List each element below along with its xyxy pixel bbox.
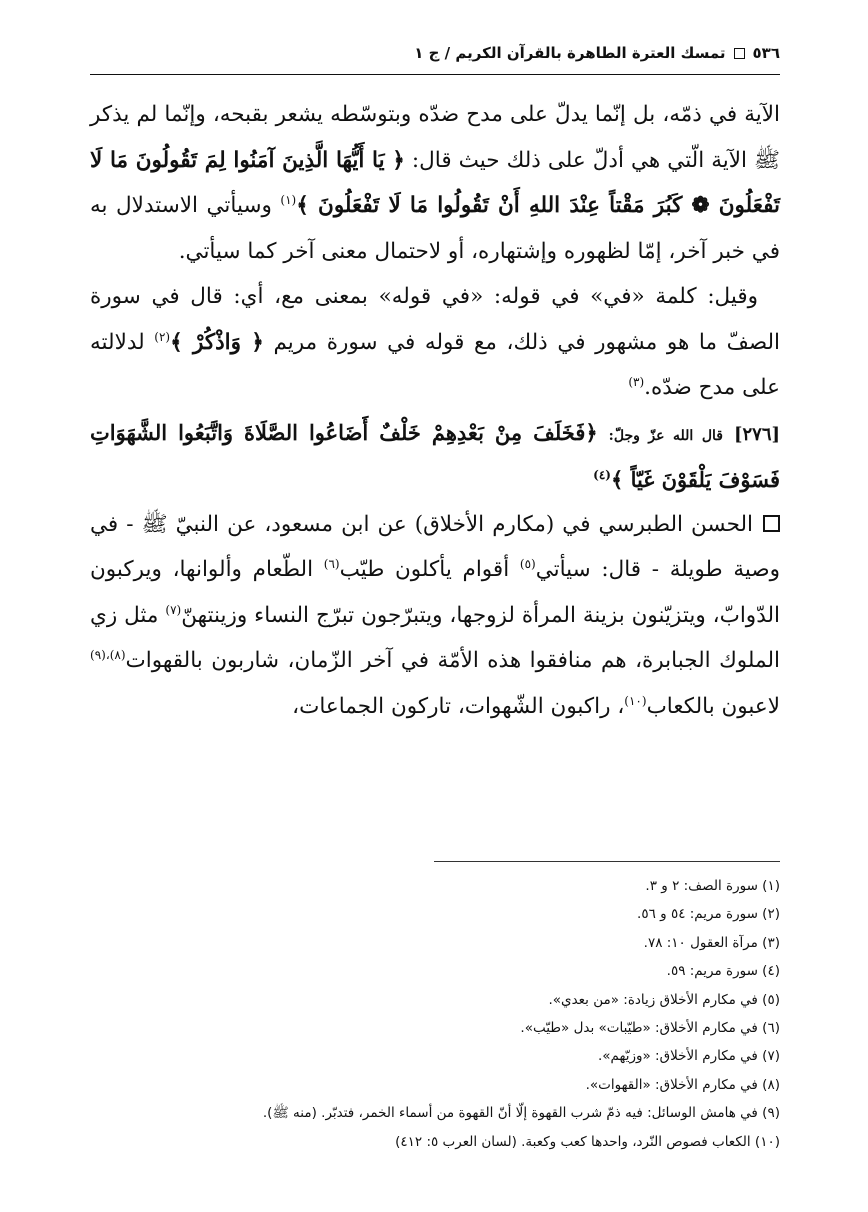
footnote: (١٠) الكعاب فصوص النّرد، واحدها كعب وكعبة. (لسان العرب ٥: ٤١٢) [395, 1133, 780, 1150]
verse-heading [90, 411, 780, 502]
footnote-ref-10: (١٠) [624, 693, 647, 708]
paragraph-2 [90, 274, 780, 411]
page-number: ٥٣٦ [752, 44, 780, 62]
footnote: (٢) سورة مريم: ٥٤ و ٥٦. [637, 906, 780, 923]
footnote-ref-4: (٤) [593, 467, 611, 482]
footnote-ref-7: (٧) [165, 602, 182, 617]
footnote: (٤) سورة مريم: ٥٩. [666, 963, 780, 980]
paragraph-2-text-b: لدلالته على مدح ضدّه. [90, 329, 780, 400]
verse-text: ﴿فَخَلَفَ مِنْ بَعْدِهِمْ خَلْفٌ أَضَاعُوا الصَّلَاةَ وَاتَّبَعُوا الشَّهَوَاتِ فَسَوْفَ يَلْقَوْنَ غَيّاً ﴾ [90, 419, 780, 492]
verse-number: [٢٧٦] [733, 423, 781, 445]
main-text [90, 92, 780, 729]
header-separator-square-icon [734, 48, 745, 59]
footnote: (٨) في مكارم الأخلاق: «القهوات». [585, 1076, 780, 1093]
footnote-ref-8-9: (٨)،(٩) [90, 647, 126, 662]
hadith-text-3: الطّعام وألوانها، ويركبون الدّوابّ، ويتزيّنون بزينة المرأة لزوجها، ويتبرّجون تبرّج النساء وزينتهنّ [90, 557, 781, 628]
book-title: تمسك العترة الطاهرة بالقرآن الكريم / ج ١ [414, 44, 726, 62]
footnote-ref-1: (١) [280, 192, 297, 207]
quran-quote-maryam: ﴿ وَاذْكُرْ ﴾ [170, 329, 264, 355]
footnote: (٧) في مكارم الأخلاق: «وزيّهم». [597, 1048, 780, 1065]
header-rule [90, 74, 780, 75]
square-bullet-icon [763, 515, 780, 532]
hadith-text-5: لاعبون بالكعاب [646, 693, 780, 719]
footnote-ref-2: (٢) [154, 329, 171, 344]
hadith-text-1: الحسن الطبرسي في (مكارم الأخلاق) عن ابن مسعود، عن النبيّ ﷺ - في وصية طويلة - قال: سيأتي [90, 511, 780, 582]
footnote-ref-3: (٣) [628, 374, 645, 389]
hadith-text-2: أقوام يأكلون طيّب [339, 557, 520, 582]
page-header [90, 38, 780, 68]
hadith-text-4: مثل زي الملوك الجبابرة، هم منافقوا هذه الأمّة في آخر الزّمان، شاربون بالقهوات [90, 602, 780, 673]
paragraph-1 [90, 92, 780, 274]
hadith-text-6: ، راكبون الشّهوات، تاركون الجماعات، [292, 693, 625, 719]
footnote: (٣) مرآة العقول ١٠: ٧٨. [643, 934, 780, 951]
footnote: (٦) في مكارم الأخلاق: «طيّبات» بدل «طيّب». [520, 1020, 780, 1037]
paragraph-2-text-a: وقيل: كلمة «في» في قوله: «في قوله» بمعنى مع، أي: قال في سورة الصفّ ما هو مشهور في ذلك، مع قوله في سورة مريم [90, 284, 781, 355]
footnote-rule [434, 861, 780, 862]
paragraph-1-text-b: وسيأتي الاستدلال به في خبر آخر، إمّا لظهوره وإشتهاره، أو لاحتمال معنى آخر كما سيأتي. [90, 193, 780, 264]
hadith-paragraph [90, 502, 780, 730]
footnote-ref-6: (٦) [323, 556, 340, 571]
paragraph-1-text-a: الآية في ذمّه، بل إنّما يدلّ على مدح ضدّه وبتوسّطه يشعر بقبحه، وإنّما لم يذكر ﷺ الآية الّتي هي أدلّ على ذلك حيث قال: [90, 102, 780, 173]
footnote: (١) سورة الصف: ٢ و ٣. [645, 878, 780, 894]
footnote: (٥) في مكارم الأخلاق زيادة: «من بعدي». [548, 991, 780, 1008]
footnote-ref-5: (٥) [519, 556, 536, 571]
verse-intro: قال الله عزّ وجلّ: [608, 427, 723, 444]
footnote: (٩) في هامش الوسائل: فيه ذمّ شرب القهوة إلّا أنّ القهوة من أسماء الخمر، فتدبّر. (منه ﷺ). [262, 1105, 780, 1122]
footnotes [90, 872, 780, 1156]
quran-quote-saff: ﴿ يَا أَيُّهَا الَّذِينَ آمَنُوا لِمَ تَقُولُونَ مَا لَا تَفْعَلُونَ ❁ كَبُرَ مَقْتاً عِنْدَ اللهِ أَنْ تَقُولُوا مَا لَا تَفْعَلُونَ ﴾ [90, 147, 780, 218]
